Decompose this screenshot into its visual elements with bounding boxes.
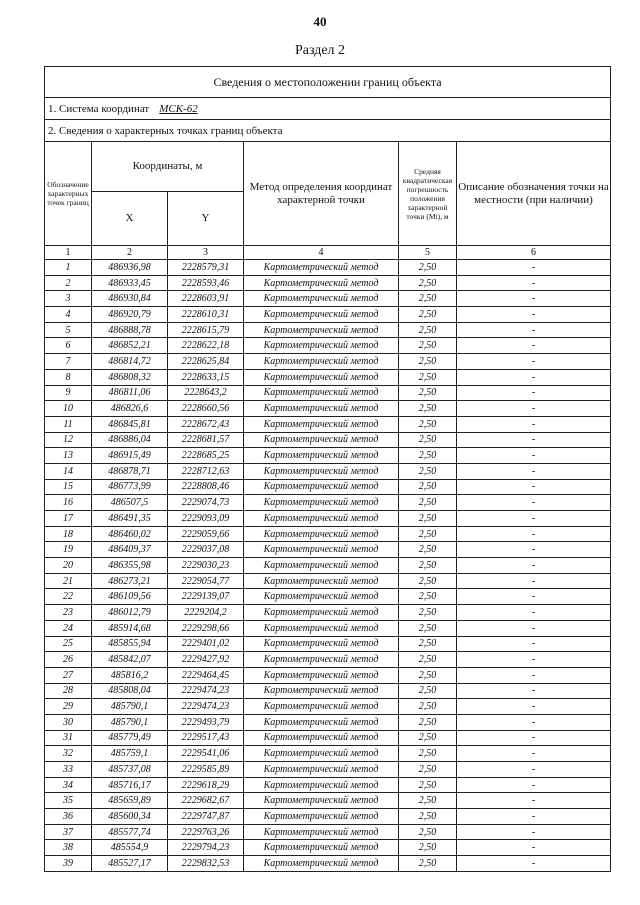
y-coordinate-cell: 2228685,25 <box>168 448 244 464</box>
point-number-cell: 5 <box>45 322 92 338</box>
y-coordinate-cell: 2229832,53 <box>168 856 244 872</box>
y-coordinate-cell: 2229427,92 <box>168 652 244 668</box>
error-cell: 2,50 <box>399 840 457 856</box>
table-row <box>45 856 611 872</box>
column-number: 3 <box>168 246 244 260</box>
y-coordinate-cell: 2229074,73 <box>168 495 244 511</box>
description-cell: - <box>457 840 611 856</box>
error-cell: 2,50 <box>399 463 457 479</box>
y-coordinate-cell: 2228615,79 <box>168 322 244 338</box>
y-coordinate-cell: 2228660,56 <box>168 401 244 417</box>
table-row <box>45 526 611 542</box>
y-coordinate-cell: 2229747,87 <box>168 809 244 825</box>
description-cell: - <box>457 793 611 809</box>
table-row <box>45 448 611 464</box>
x-coordinate-cell: 486355,98 <box>92 558 168 574</box>
description-cell: - <box>457 275 611 291</box>
y-coordinate-cell: 2229204,2 <box>168 605 244 621</box>
description-cell: - <box>457 777 611 793</box>
method-cell: Картометрический метод <box>244 307 399 323</box>
error-cell: 2,50 <box>399 354 457 370</box>
description-cell: - <box>457 495 611 511</box>
error-cell: 2,50 <box>399 369 457 385</box>
description-cell: - <box>457 307 611 323</box>
description-cell: - <box>457 762 611 778</box>
point-number-cell: 7 <box>45 354 92 370</box>
method-cell: Картометрический метод <box>244 667 399 683</box>
description-cell: - <box>457 511 611 527</box>
description-cell: - <box>457 354 611 370</box>
y-coordinate-cell: 2228808,46 <box>168 479 244 495</box>
error-cell: 2,50 <box>399 260 457 276</box>
x-coordinate-cell: 486273,21 <box>92 573 168 589</box>
point-number-cell: 20 <box>45 558 92 574</box>
table-row <box>45 416 611 432</box>
description-cell: - <box>457 542 611 558</box>
point-number-cell: 30 <box>45 714 92 730</box>
point-number-cell: 32 <box>45 746 92 762</box>
x-coordinate-cell: 485659,89 <box>92 793 168 809</box>
x-coordinate-cell: 485759,1 <box>92 746 168 762</box>
boundary-points-table <box>44 66 611 872</box>
x-coordinate-cell: 485842,07 <box>92 652 168 668</box>
x-coordinate-cell: 486845,81 <box>92 416 168 432</box>
x-coordinate-cell: 485790,1 <box>92 699 168 715</box>
table-row <box>45 260 611 276</box>
x-coordinate-cell: 486409,37 <box>92 542 168 558</box>
point-number-cell: 39 <box>45 856 92 872</box>
point-number-cell: 19 <box>45 542 92 558</box>
method-cell: Картометрический метод <box>244 793 399 809</box>
point-number-cell: 18 <box>45 526 92 542</box>
description-cell: - <box>457 620 611 636</box>
column-number: 6 <box>457 246 611 260</box>
point-number-cell: 13 <box>45 448 92 464</box>
x-coordinate-cell: 486814,72 <box>92 354 168 370</box>
header-method: Метод определения координат характерной точки <box>244 142 399 246</box>
method-cell: Картометрический метод <box>244 369 399 385</box>
column-number: 2 <box>92 246 168 260</box>
error-cell: 2,50 <box>399 777 457 793</box>
x-coordinate-cell: 486930,84 <box>92 291 168 307</box>
header-point-designation: Обозначение характерных точек границ <box>45 142 92 246</box>
point-number-cell: 14 <box>45 463 92 479</box>
table-row <box>45 620 611 636</box>
table-row <box>45 479 611 495</box>
point-number-cell: 3 <box>45 291 92 307</box>
description-cell: - <box>457 652 611 668</box>
description-cell: - <box>457 463 611 479</box>
table-row <box>45 463 611 479</box>
header-coordinates: Координаты, м <box>92 142 244 192</box>
description-cell: - <box>457 432 611 448</box>
description-cell: - <box>457 260 611 276</box>
method-cell: Картометрический метод <box>244 260 399 276</box>
table-row <box>45 605 611 621</box>
table-row <box>45 275 611 291</box>
y-coordinate-cell: 2229682,67 <box>168 793 244 809</box>
method-cell: Картометрический метод <box>244 652 399 668</box>
page-number: 40 <box>313 14 327 29</box>
x-coordinate-cell: 485577,74 <box>92 824 168 840</box>
point-number-cell: 4 <box>45 307 92 323</box>
point-number-cell: 26 <box>45 652 92 668</box>
point-number-cell: 17 <box>45 511 92 527</box>
method-cell: Картометрический метод <box>244 463 399 479</box>
method-cell: Картометрический метод <box>244 495 399 511</box>
error-cell: 2,50 <box>399 542 457 558</box>
description-cell: - <box>457 322 611 338</box>
y-coordinate-cell: 2228633,15 <box>168 369 244 385</box>
description-cell: - <box>457 573 611 589</box>
y-coordinate-cell: 2229030,23 <box>168 558 244 574</box>
x-coordinate-cell: 486915,49 <box>92 448 168 464</box>
y-coordinate-cell: 2228681,57 <box>168 432 244 448</box>
error-cell: 2,50 <box>399 338 457 354</box>
column-numbers-row <box>45 246 611 260</box>
y-coordinate-cell: 2228672,43 <box>168 416 244 432</box>
coordinate-system-label: 1. Система координат <box>48 102 150 115</box>
y-coordinate-cell: 2229139,07 <box>168 589 244 605</box>
error-cell: 2,50 <box>399 589 457 605</box>
description-cell: - <box>457 605 611 621</box>
method-cell: Картометрический метод <box>244 558 399 574</box>
x-coordinate-cell: 486888,78 <box>92 322 168 338</box>
y-coordinate-cell: 2229493,79 <box>168 714 244 730</box>
table-row <box>45 322 611 338</box>
method-cell: Картометрический метод <box>244 856 399 872</box>
x-coordinate-cell: 486811,06 <box>92 385 168 401</box>
y-coordinate-cell: 2228603,91 <box>168 291 244 307</box>
point-number-cell: 10 <box>45 401 92 417</box>
method-cell: Картометрический метод <box>244 714 399 730</box>
error-cell: 2,50 <box>399 824 457 840</box>
method-cell: Картометрический метод <box>244 385 399 401</box>
x-coordinate-cell: 485790,1 <box>92 714 168 730</box>
point-number-cell: 38 <box>45 840 92 856</box>
method-cell: Картометрический метод <box>244 730 399 746</box>
method-cell: Картометрический метод <box>244 809 399 825</box>
method-cell: Картометрический метод <box>244 824 399 840</box>
method-cell: Картометрический метод <box>244 762 399 778</box>
y-coordinate-cell: 2229037,08 <box>168 542 244 558</box>
point-number-cell: 37 <box>45 824 92 840</box>
coordinate-system-row <box>45 98 611 120</box>
column-number: 5 <box>399 246 457 260</box>
y-coordinate-cell: 2228610,31 <box>168 307 244 323</box>
error-cell: 2,50 <box>399 573 457 589</box>
error-cell: 2,50 <box>399 605 457 621</box>
method-cell: Картометрический метод <box>244 432 399 448</box>
method-cell: Картометрический метод <box>244 589 399 605</box>
x-coordinate-cell: 486826,6 <box>92 401 168 417</box>
error-cell: 2,50 <box>399 416 457 432</box>
x-coordinate-cell: 486920,79 <box>92 307 168 323</box>
method-cell: Картометрический метод <box>244 636 399 652</box>
table-row <box>45 746 611 762</box>
error-cell: 2,50 <box>399 401 457 417</box>
point-number-cell: 22 <box>45 589 92 605</box>
description-cell: - <box>457 856 611 872</box>
method-cell: Картометрический метод <box>244 699 399 715</box>
column-number: 4 <box>244 246 399 260</box>
x-coordinate-cell: 486012,79 <box>92 605 168 621</box>
y-coordinate-cell: 2229585,89 <box>168 762 244 778</box>
point-number-cell: 31 <box>45 730 92 746</box>
error-cell: 2,50 <box>399 385 457 401</box>
error-cell: 2,50 <box>399 699 457 715</box>
description-cell: - <box>457 809 611 825</box>
y-coordinate-cell: 2229763,26 <box>168 824 244 840</box>
y-coordinate-cell: 2229298,66 <box>168 620 244 636</box>
header-x: X <box>92 192 168 246</box>
error-cell: 2,50 <box>399 856 457 872</box>
table-row <box>45 714 611 730</box>
description-cell: - <box>457 589 611 605</box>
error-cell: 2,50 <box>399 809 457 825</box>
error-cell: 2,50 <box>399 291 457 307</box>
point-number-cell: 23 <box>45 605 92 621</box>
description-cell: - <box>457 291 611 307</box>
table-title: Сведения о местоположении границ объекта <box>45 67 611 98</box>
x-coordinate-cell: 485600,34 <box>92 809 168 825</box>
error-cell: 2,50 <box>399 636 457 652</box>
section-title: Раздел 2 <box>294 43 346 58</box>
table-row <box>45 683 611 699</box>
method-cell: Картометрический метод <box>244 416 399 432</box>
method-cell: Картометрический метод <box>244 746 399 762</box>
y-coordinate-cell: 2229401,02 <box>168 636 244 652</box>
point-number-cell: 28 <box>45 683 92 699</box>
x-coordinate-cell: 486878,71 <box>92 463 168 479</box>
error-cell: 2,50 <box>399 526 457 542</box>
error-cell: 2,50 <box>399 652 457 668</box>
description-cell: - <box>457 558 611 574</box>
y-coordinate-cell: 2229541,06 <box>168 746 244 762</box>
description-cell: - <box>457 699 611 715</box>
table-row <box>45 354 611 370</box>
coordinate-system-value: МСК-62 <box>159 102 198 115</box>
x-coordinate-cell: 486773,99 <box>92 479 168 495</box>
error-cell: 2,50 <box>399 448 457 464</box>
point-number-cell: 35 <box>45 793 92 809</box>
x-coordinate-cell: 485737,08 <box>92 762 168 778</box>
y-coordinate-cell: 2229794,23 <box>168 840 244 856</box>
error-cell: 2,50 <box>399 714 457 730</box>
error-cell: 2,50 <box>399 307 457 323</box>
header-description: Описание обозначения точки на местности (при наличии) <box>457 142 611 246</box>
x-coordinate-cell: 485855,94 <box>92 636 168 652</box>
table-row <box>45 511 611 527</box>
table-row <box>45 495 611 511</box>
point-number-cell: 24 <box>45 620 92 636</box>
error-cell: 2,50 <box>399 275 457 291</box>
method-cell: Картометрический метод <box>244 401 399 417</box>
y-coordinate-cell: 2229059,66 <box>168 526 244 542</box>
x-coordinate-cell: 486808,32 <box>92 369 168 385</box>
table-row <box>45 840 611 856</box>
point-number-cell: 27 <box>45 667 92 683</box>
error-cell: 2,50 <box>399 432 457 448</box>
method-cell: Картометрический метод <box>244 322 399 338</box>
description-cell: - <box>457 369 611 385</box>
error-cell: 2,50 <box>399 479 457 495</box>
error-cell: 2,50 <box>399 667 457 683</box>
table-row <box>45 432 611 448</box>
x-coordinate-cell: 485779,49 <box>92 730 168 746</box>
point-number-cell: 16 <box>45 495 92 511</box>
description-cell: - <box>457 385 611 401</box>
point-number-cell: 33 <box>45 762 92 778</box>
description-cell: - <box>457 730 611 746</box>
method-cell: Картометрический метод <box>244 354 399 370</box>
error-cell: 2,50 <box>399 495 457 511</box>
error-cell: 2,50 <box>399 558 457 574</box>
description-cell: - <box>457 338 611 354</box>
table-row <box>45 777 611 793</box>
method-cell: Картометрический метод <box>244 275 399 291</box>
method-cell: Картометрический метод <box>244 448 399 464</box>
header-error: Средняя квадратическая погрешность положения характерной точки (Mt), м <box>399 142 457 246</box>
method-cell: Картометрический метод <box>244 511 399 527</box>
error-cell: 2,50 <box>399 793 457 809</box>
table-row <box>45 542 611 558</box>
method-cell: Картометрический метод <box>244 777 399 793</box>
table-row <box>45 636 611 652</box>
y-coordinate-cell: 2228625,84 <box>168 354 244 370</box>
x-coordinate-cell: 486491,35 <box>92 511 168 527</box>
x-coordinate-cell: 485527,17 <box>92 856 168 872</box>
method-cell: Картометрический метод <box>244 683 399 699</box>
description-cell: - <box>457 526 611 542</box>
error-cell: 2,50 <box>399 746 457 762</box>
table-row <box>45 762 611 778</box>
x-coordinate-cell: 485554,9 <box>92 840 168 856</box>
x-coordinate-cell: 486936,98 <box>92 260 168 276</box>
x-coordinate-cell: 485816,2 <box>92 667 168 683</box>
description-cell: - <box>457 401 611 417</box>
table-row <box>45 652 611 668</box>
y-coordinate-cell: 2229618,29 <box>168 777 244 793</box>
point-number-cell: 11 <box>45 416 92 432</box>
point-number-cell: 6 <box>45 338 92 354</box>
y-coordinate-cell: 2228622,18 <box>168 338 244 354</box>
point-number-cell: 2 <box>45 275 92 291</box>
point-number-cell: 15 <box>45 479 92 495</box>
table-row <box>45 558 611 574</box>
point-number-cell: 25 <box>45 636 92 652</box>
error-cell: 2,50 <box>399 762 457 778</box>
y-coordinate-cell: 2228643,2 <box>168 385 244 401</box>
x-coordinate-cell: 486507,5 <box>92 495 168 511</box>
x-coordinate-cell: 486933,45 <box>92 275 168 291</box>
y-coordinate-cell: 2229517,43 <box>168 730 244 746</box>
description-cell: - <box>457 448 611 464</box>
y-coordinate-cell: 2229474,23 <box>168 683 244 699</box>
table-row <box>45 401 611 417</box>
x-coordinate-cell: 486852,21 <box>92 338 168 354</box>
y-coordinate-cell: 2229093,09 <box>168 511 244 527</box>
error-cell: 2,50 <box>399 730 457 746</box>
point-number-cell: 21 <box>45 573 92 589</box>
table-row <box>45 338 611 354</box>
point-number-cell: 1 <box>45 260 92 276</box>
description-cell: - <box>457 714 611 730</box>
method-cell: Картометрический метод <box>244 542 399 558</box>
point-number-cell: 36 <box>45 809 92 825</box>
method-cell: Картометрический метод <box>244 338 399 354</box>
x-coordinate-cell: 486886,04 <box>92 432 168 448</box>
table-row <box>45 369 611 385</box>
table-row <box>45 291 611 307</box>
column-number: 1 <box>45 246 92 260</box>
error-cell: 2,50 <box>399 511 457 527</box>
description-cell: - <box>457 416 611 432</box>
table-row <box>45 824 611 840</box>
description-cell: - <box>457 667 611 683</box>
error-cell: 2,50 <box>399 322 457 338</box>
point-number-cell: 34 <box>45 777 92 793</box>
method-cell: Картометрический метод <box>244 605 399 621</box>
description-cell: - <box>457 824 611 840</box>
y-coordinate-cell: 2228593,46 <box>168 275 244 291</box>
table-row <box>45 809 611 825</box>
x-coordinate-cell: 485716,17 <box>92 777 168 793</box>
method-cell: Картометрический метод <box>244 620 399 636</box>
description-cell: - <box>457 636 611 652</box>
x-coordinate-cell: 485914,68 <box>92 620 168 636</box>
method-cell: Картометрический метод <box>244 526 399 542</box>
y-coordinate-cell: 2229464,45 <box>168 667 244 683</box>
table-row <box>45 385 611 401</box>
x-coordinate-cell: 486109,56 <box>92 589 168 605</box>
point-number-cell: 9 <box>45 385 92 401</box>
table-row <box>45 699 611 715</box>
table-row <box>45 730 611 746</box>
method-cell: Картометрический метод <box>244 479 399 495</box>
point-number-cell: 8 <box>45 369 92 385</box>
y-coordinate-cell: 2228579,31 <box>168 260 244 276</box>
error-cell: 2,50 <box>399 683 457 699</box>
error-cell: 2,50 <box>399 620 457 636</box>
header-y: Y <box>168 192 244 246</box>
points-section-title: 2. Сведения о характерных точках границ объекта <box>45 120 611 142</box>
table-row <box>45 793 611 809</box>
table-row <box>45 307 611 323</box>
point-number-cell: 29 <box>45 699 92 715</box>
x-coordinate-cell: 486460,02 <box>92 526 168 542</box>
description-cell: - <box>457 683 611 699</box>
description-cell: - <box>457 479 611 495</box>
method-cell: Картометрический метод <box>244 840 399 856</box>
y-coordinate-cell: 2228712,63 <box>168 463 244 479</box>
description-cell: - <box>457 746 611 762</box>
y-coordinate-cell: 2229054,77 <box>168 573 244 589</box>
y-coordinate-cell: 2229474,23 <box>168 699 244 715</box>
table-row <box>45 573 611 589</box>
table-row <box>45 667 611 683</box>
x-coordinate-cell: 485808,04 <box>92 683 168 699</box>
point-number-cell: 12 <box>45 432 92 448</box>
table-row <box>45 589 611 605</box>
method-cell: Картометрический метод <box>244 291 399 307</box>
method-cell: Картометрический метод <box>244 573 399 589</box>
